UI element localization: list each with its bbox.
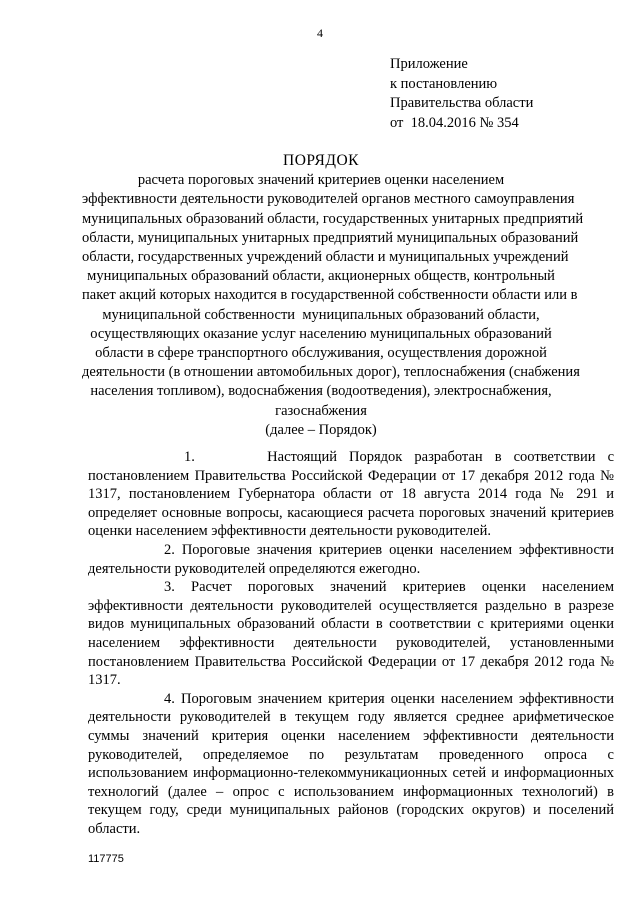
paragraph-4 <box>88 690 614 839</box>
title-line: населения топливом), водоснабжения (водоотведения), электроснабжения, <box>90 383 552 400</box>
title-line: пакет акций которых находится в государственной собственности области или в <box>82 287 578 304</box>
appendix-line: к постановлению <box>390 75 498 92</box>
paragraph-3 <box>88 578 614 690</box>
title-line: расчета пороговых значений критериев оценки населением <box>137 172 505 189</box>
paragraph-number: 4. <box>164 690 175 707</box>
paragraph-text: Пороговым значением критерия оценки населением эффективности деятельности руководителей в текущем году является среднее арифметическое суммы значений критерия оценки населением эффективности деятельности руководителей, определяемое по результатам проведенного опроса с использованием информационно-телекоммуникационных сетей и информационных технологий (далее – опрос с использованием информационных технологий) в текущем году, среди муниципальных районов (городских округов) и поселений области. <box>88 690 614 837</box>
paragraph-number: 3. <box>164 579 175 596</box>
title-line: области, муниципальных унитарных предприятий муниципальных образований <box>82 229 579 246</box>
title-line: осуществляющих оказание услуг населению муниципальных образований <box>90 325 552 342</box>
appendix-line: Правительства области <box>390 95 534 111</box>
paragraph-1 <box>88 448 614 541</box>
document-code: 117775 <box>88 853 124 865</box>
appendix-header <box>390 55 533 133</box>
title-line: эффективности деятельности руководителей органов местного самоуправления <box>82 191 575 208</box>
paragraph-text: Пороговые значения критериев оценки населением эффективности деятельности руководителей определяются ежегодно. <box>88 541 614 577</box>
title-line: газоснабжения <box>275 402 367 419</box>
title-line: деятельности (в отношении автомобильных дорог), теплоснабжения (снабжения <box>82 364 580 381</box>
title-line: муниципальных образований области, государственных унитарных предприятий <box>82 210 584 227</box>
document-title <box>82 151 584 440</box>
appendix-date-number: от 18.04.2016 № 354 <box>390 114 519 131</box>
appendix-line: Приложение <box>390 56 468 72</box>
page-number: 4 <box>317 26 323 40</box>
title-line: области в сфере транспортного обслуживания, осуществления дорожной <box>95 345 547 362</box>
paragraph-number: 1. <box>184 449 195 465</box>
title-heading: ПОРЯДОК <box>283 152 359 169</box>
title-line: муниципальной собственности муниципальных образований области, <box>102 306 540 323</box>
document-body <box>88 448 614 838</box>
title-line: (далее – Порядок) <box>265 421 377 438</box>
paragraph-text: Настоящий Порядок разработан в соответствии с постановлением Правительства Российской Федерации от 17 декабря 2012 года № 1317, постановлением Губернатора области от 18 августа 2014 года № 291 и определяет основные вопросы, касающиеся расчета пороговых значений критериев оценки населением эффективности деятельности руководителей. <box>88 449 615 540</box>
paragraph-number: 2. <box>164 541 175 558</box>
title-line: муниципальных образований области, акционерных обществ, контрольный <box>87 268 555 285</box>
paragraph-2 <box>88 541 614 578</box>
paragraph-text: Расчет пороговых значений критериев оценки населением эффективности деятельности руководителей осуществляется раздельно в разрезе видов муниципальных образований области в соответствии с критериями оценки населением эффективности деятельности руководителей, установленными постановлением Правительства Российской Федерации от 17 декабря 2012 года № 1317. <box>88 579 615 689</box>
title-line: области, государственных учреждений области и муниципальных учреждений <box>82 249 569 266</box>
